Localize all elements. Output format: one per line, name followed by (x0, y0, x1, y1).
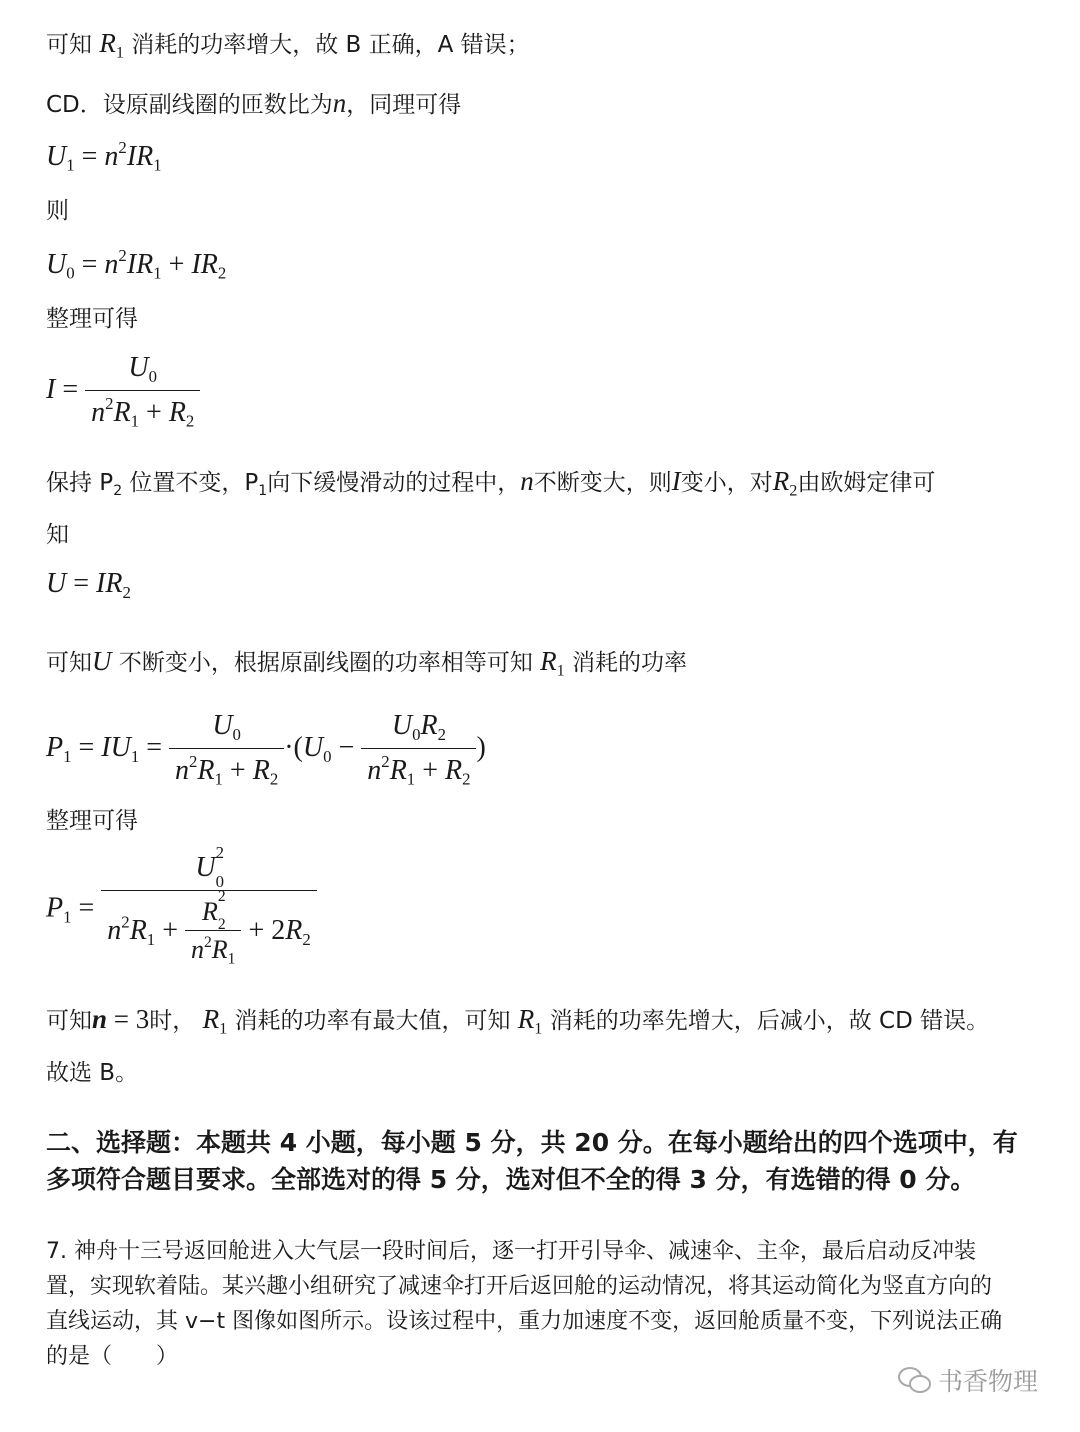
fraction: R 2 2 $n^2R_1$ (185, 897, 241, 968)
watermark (898, 1362, 1038, 1398)
equation-u1: $U_1 = n^2IR_1$ (46, 138, 162, 175)
wechat-icon (898, 1367, 930, 1393)
text-line-1: 可知 $R_1$ 消耗的功率增大，故 B 正确，A 错误； (46, 28, 530, 62)
text-line-5: 保持 $P_2$ 位置不变，$P_1$向下缓慢滑动的过程中，n不断变大，则I变小，对$R_2$由欧姆定律可 (46, 466, 936, 500)
math-r1: $R_1$ (99, 28, 124, 62)
equation-u0: $U_0 = n^2IR_1 + IR_2$ (46, 246, 227, 283)
text-line-2: CD．设原副线圈的匝数比为n，同理可得 (46, 88, 462, 118)
section-heading: 二、选择题：本题共 4 小题，每小题 5 分，共 20 分。在每小题给出的四个选项中，有多项符合题目要求。全部选对的得 5 分，选对但不全的得 3 分，有选错的得 0 分。 (46, 1128, 1018, 1194)
equation-p1-simplified: $P_1$ = U 2 0 $n^2R_1$ + R 2 2 $n^2R_1$ + $2R_2$ (46, 852, 317, 968)
text-line-3: 则 (46, 198, 69, 224)
fraction: $\frac{U_0}{n^2R_1 + R_2}$ (85, 352, 200, 432)
math-n: n (332, 88, 347, 118)
equation-u: $U = IR_2$ (46, 568, 131, 602)
text-line-9: 可知n = 3时， $R_1$ 消耗的功率有最大值，可知 $R_1$ 消耗的功率先增大，后减小，故 CD 错误。 (46, 1004, 990, 1038)
equation-i: I = $\frac{U_0}{n^2R_1 + R_2}$ (46, 352, 200, 432)
question-7-text: 7. 神舟十三号返回舱进入大气层一段时间后，逐一打开引导伞、减速伞、主伞，最后启动反冲装置，实现软着陆。某兴趣小组研究了减速伞打开后返回舱的运动情况，将其运动简化为竖直方向的直线运动，其 v−t 图像如图所示。设该过程中，重力加速度不变，返回舱质量不变，下列说法正确的是（ ） (46, 1239, 1003, 1369)
text-line-7: 可知U 不断变小，根据原副线圈的功率相等可知 $R_1$ 消耗的功率 (46, 646, 688, 680)
fraction: $\frac{U_0R_2}{n^2R_1 + R_2}$ (361, 710, 476, 790)
watermark-label: 书香物理 (938, 1367, 1039, 1396)
fraction: $\frac{U_0}{n^2R_1 + R_2}$ (169, 710, 284, 790)
text-line-10: 故选 B。 (46, 1060, 139, 1086)
fraction: U 2 0 $n^2R_1$ + R 2 2 $n^2R_1$ + $2R_2$ (101, 852, 316, 968)
text-line-6: 知 (46, 522, 69, 548)
equation-p1: $P_1 = IU_1$ = $\frac{U_0}{n^2R_1 + R_2}$ $\cdot(U_0$ − $\frac{U_0R_2}{n^2R_1 + R_2}$ ) (46, 710, 486, 789)
text-line-4: 整理可得 (46, 306, 138, 332)
text-line-8: 整理可得 (46, 808, 138, 834)
